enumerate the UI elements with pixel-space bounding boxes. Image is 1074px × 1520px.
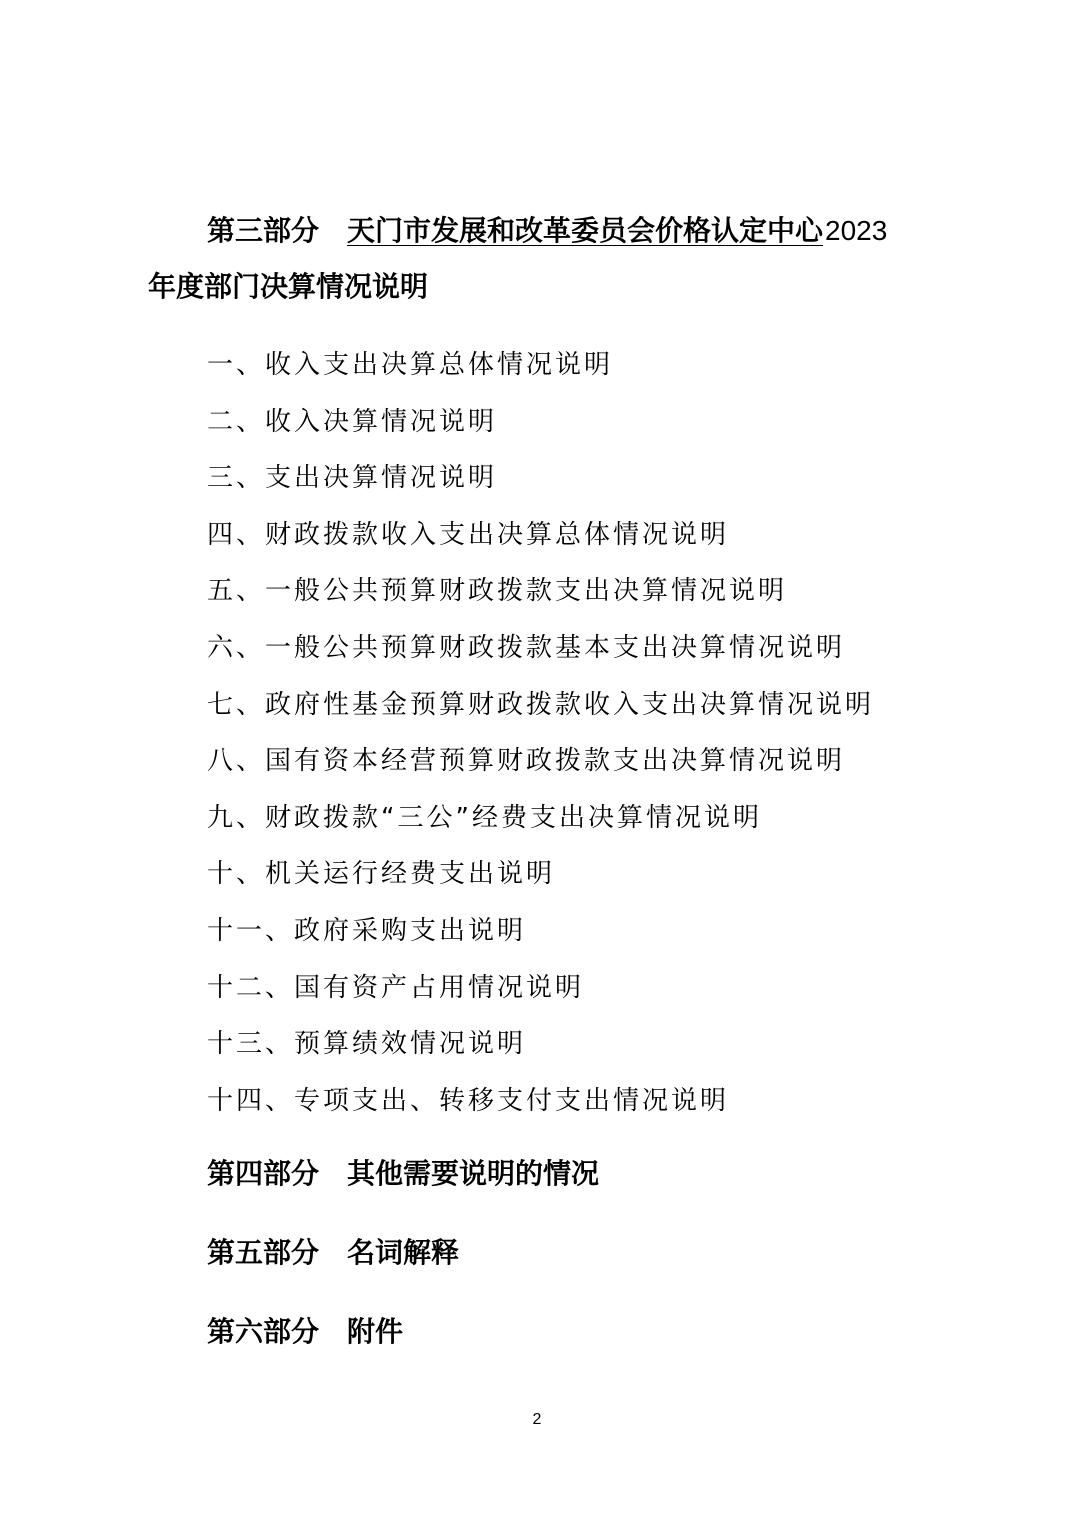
toc-item: 十三、预算绩效情况说明 [207, 1029, 527, 1060]
toc-item: 十、机关运行经费支出说明 [207, 859, 556, 890]
part4-heading [207, 1157, 599, 1191]
toc-item: 九、财政拨款“三公”经费支出决算情况说明 [207, 802, 762, 833]
toc-item: 三、支出决算情况说明 [207, 463, 498, 494]
part6-heading [207, 1315, 403, 1349]
part5-label: 第五部分 [207, 1236, 320, 1269]
part3-title-continuation: 年度部门决算情况说明 [148, 270, 429, 303]
toc-item: 八、国有资本经营预算财政拨款支出决算情况说明 [207, 746, 846, 777]
part3-heading [207, 214, 887, 248]
part4-title: 其他需要说明的情况 [347, 1157, 600, 1190]
toc-item: 七、政府性基金预算财政拨款收入支出决算情况说明 [207, 689, 875, 720]
toc-item: 五、一般公共预算财政拨款支出决算情况说明 [207, 576, 788, 607]
part6-title: 附件 [347, 1315, 404, 1348]
part4-label: 第四部分 [207, 1157, 320, 1190]
table-of-contents [207, 342, 874, 1134]
toc-item: 一、收入支出决算总体情况说明 [207, 350, 614, 380]
part3-title-underlined: 天门市发展和改革委员会价格认定中心 [347, 214, 824, 247]
page-number: 2 [532, 1411, 542, 1428]
toc-item: 十四、专项支出、转移支付支出情况说明 [207, 1085, 730, 1116]
part5-heading [207, 1236, 459, 1270]
toc-item: 四、财政拨款收入支出决算总体情况说明 [207, 519, 730, 550]
part6-label: 第六部分 [207, 1315, 320, 1348]
part5-title: 名词解释 [347, 1236, 460, 1269]
toc-item: 十一、政府采购支出说明 [207, 915, 527, 946]
toc-item: 十二、国有资产占用情况说明 [207, 972, 585, 1003]
part3-label: 第三部分 [207, 214, 320, 247]
toc-item: 六、一般公共预算财政拨款基本支出决算情况说明 [207, 632, 846, 663]
toc-item: 二、收入决算情况说明 [207, 406, 498, 437]
part3-year: 2023 [825, 215, 888, 246]
